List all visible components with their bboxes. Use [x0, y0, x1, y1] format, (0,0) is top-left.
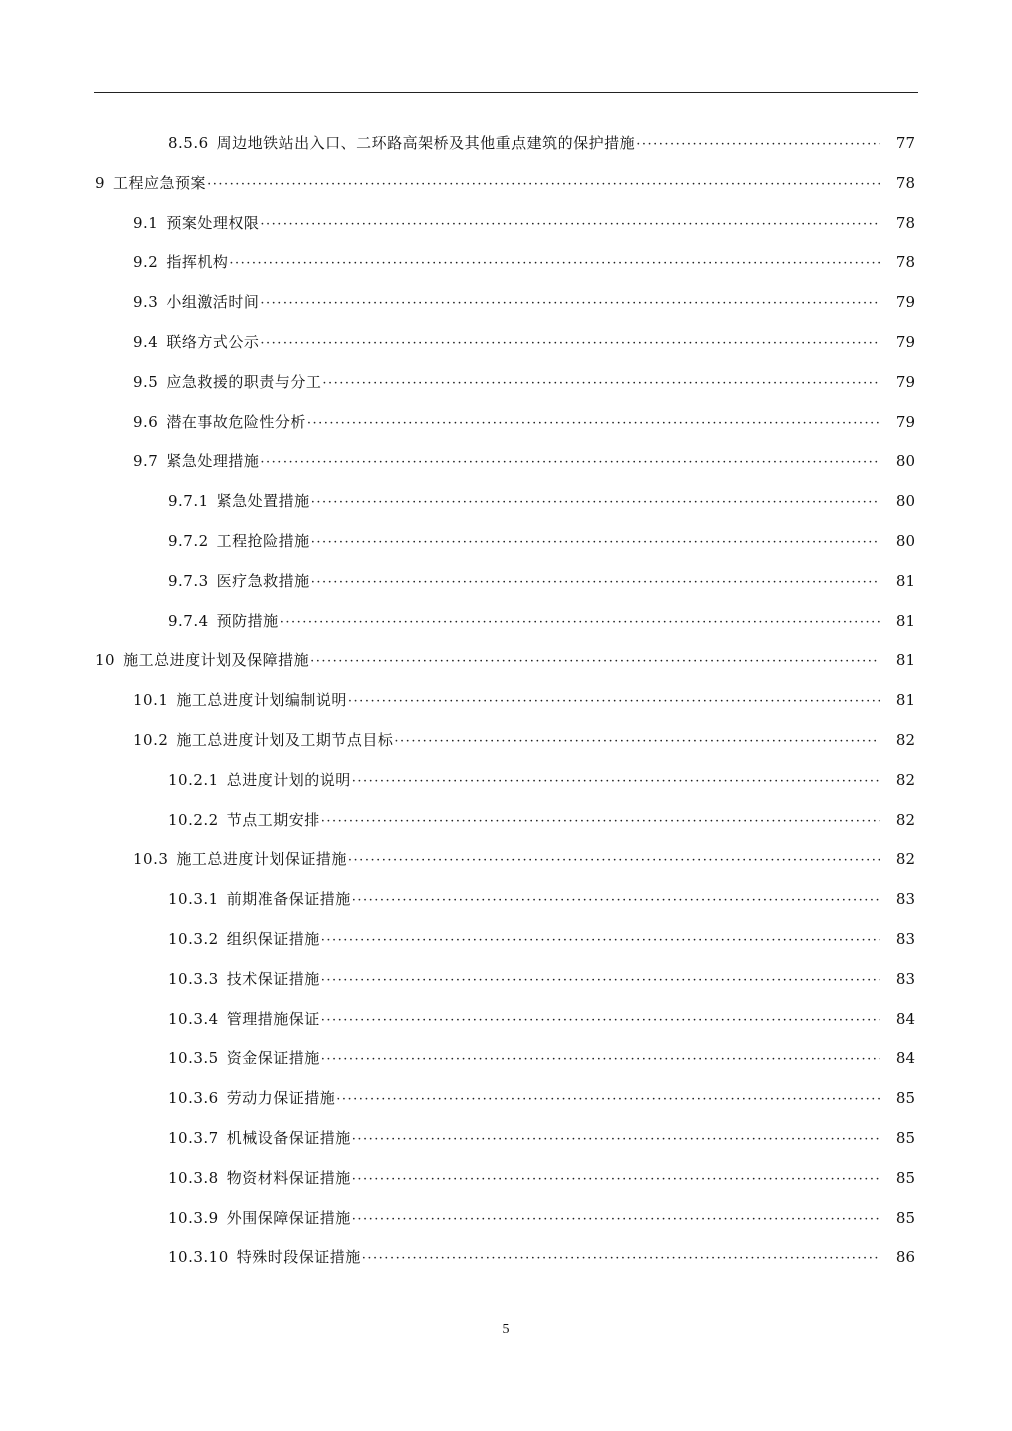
toc-entry[interactable]	[0, 1158, 1012, 1198]
toc-entry-page: 83	[895, 929, 915, 948]
toc-entry[interactable]	[0, 282, 1012, 322]
toc-dot-leader	[311, 531, 880, 555]
toc-entry[interactable]	[0, 760, 1012, 800]
toc-entry-page: 85	[895, 1089, 915, 1108]
toc-entry[interactable]	[0, 919, 1012, 959]
toc-dot-leader	[321, 810, 880, 834]
toc-entry-title: 紧急处置措施	[216, 492, 310, 511]
toc-entry-page: 78	[895, 213, 915, 232]
toc-entry[interactable]	[0, 1078, 1012, 1118]
toc-entry-number: 9.2	[133, 253, 159, 272]
toc-entry-title: 节点工期安排	[226, 810, 320, 829]
toc-dot-leader	[348, 849, 880, 873]
toc-entry-title: 小组激活时间	[166, 293, 260, 312]
toc-entry-title: 组织保证措施	[226, 929, 320, 948]
toc-entry-title: 施工总进度计划保证措施	[176, 850, 347, 869]
toc-entry-page: 79	[895, 293, 915, 312]
toc-dot-leader	[280, 611, 880, 635]
toc-entry-title: 预案处理权限	[166, 213, 260, 232]
toc-entry[interactable]	[0, 680, 1012, 720]
toc-entry-page: 85	[895, 1128, 915, 1147]
toc-entry[interactable]	[0, 441, 1012, 481]
toc-entry-number: 9.7.4	[168, 611, 209, 630]
toc-entry-page: 84	[895, 1049, 915, 1068]
toc-entry-number: 9	[95, 173, 106, 192]
toc-entry-page: 82	[895, 770, 915, 789]
toc-entry-title: 紧急处理措施	[166, 452, 260, 471]
toc-entry-number: 10.2.2	[168, 810, 219, 829]
toc-entry-page: 81	[895, 691, 915, 710]
toc-entry-number: 10.3.7	[168, 1128, 219, 1147]
toc-dot-leader	[362, 1247, 880, 1271]
toc-entry-title: 施工总进度计划编制说明	[176, 691, 347, 710]
toc-entry-number: 9.5	[133, 372, 159, 391]
toc-entry-title: 物资材料保证措施	[226, 1168, 351, 1187]
toc-entry-number: 10.3.9	[168, 1208, 219, 1227]
toc-dot-leader	[207, 173, 880, 197]
toc-entry-title: 施工总进度计划及工期节点目标	[176, 730, 394, 749]
toc-entry[interactable]	[0, 601, 1012, 641]
toc-entry-title: 工程应急预案	[113, 173, 207, 192]
toc-entry-page: 78	[895, 173, 915, 192]
toc-entry-title: 技术保证措施	[226, 969, 320, 988]
toc-entry[interactable]	[0, 521, 1012, 561]
toc-entry-page: 79	[895, 372, 915, 391]
toc-dot-leader	[352, 1128, 880, 1152]
toc-entry[interactable]	[0, 640, 1012, 680]
toc-dot-leader	[311, 571, 880, 595]
toc-entry-number: 9.3	[133, 293, 159, 312]
toc-entry-title: 医疗急救措施	[216, 571, 310, 590]
toc-entry[interactable]	[0, 362, 1012, 402]
toc-entry-page: 81	[895, 571, 915, 590]
toc-entry[interactable]	[0, 123, 1012, 163]
toc-entry-number: 10.3.10	[168, 1248, 229, 1267]
toc-entry-title: 总进度计划的说明	[226, 770, 351, 789]
toc-entry-number: 9.4	[133, 332, 159, 351]
toc-entry-title: 前期准备保证措施	[226, 890, 351, 909]
toc-dot-leader	[352, 1168, 880, 1192]
toc-entry[interactable]	[0, 1198, 1012, 1238]
toc-entry-page: 86	[895, 1248, 915, 1267]
toc-entry[interactable]	[0, 1118, 1012, 1158]
toc-entry-title: 应急救援的职责与分工	[166, 372, 322, 391]
toc-entry-number: 10	[95, 651, 116, 670]
toc-entry-page: 85	[895, 1168, 915, 1187]
toc-entry-page: 77	[895, 134, 915, 152]
toc-entry-page: 80	[895, 452, 915, 471]
toc-entry-number: 9.7.2	[168, 531, 209, 550]
toc-entry-page: 82	[895, 730, 915, 749]
toc-entry-page: 80	[895, 492, 915, 511]
toc-entry-number: 10.3.1	[168, 890, 219, 909]
toc-entry-number: 10.3	[133, 850, 169, 869]
toc-entry-page: 83	[895, 890, 915, 909]
toc-dot-leader	[352, 1208, 880, 1232]
toc-entry-number: 9.1	[133, 213, 159, 232]
toc-dot-leader	[321, 929, 880, 953]
toc-dot-leader	[321, 1048, 880, 1072]
toc-entry-page: 81	[895, 611, 915, 630]
toc-entry-title: 指挥机构	[166, 253, 229, 272]
toc-entry[interactable]	[0, 561, 1012, 601]
toc-entry[interactable]	[0, 242, 1012, 282]
toc-entry-page: 79	[895, 412, 915, 431]
toc-entry-title: 劳动力保证措施	[226, 1089, 336, 1108]
table-of-contents	[0, 123, 1012, 1277]
toc-entry-number: 10.3.5	[168, 1049, 219, 1068]
toc-entry[interactable]	[0, 839, 1012, 879]
toc-dot-leader	[260, 451, 880, 475]
toc-entry-page: 81	[895, 651, 915, 670]
toc-entry[interactable]	[0, 402, 1012, 442]
toc-entry[interactable]	[0, 959, 1012, 999]
toc-entry-title: 周边地铁站出入口、二环路高架桥及其他重点建筑的保护措施	[216, 134, 636, 152]
toc-entry[interactable]	[0, 322, 1012, 362]
toc-entry[interactable]	[0, 163, 1012, 203]
toc-entry-title: 机械设备保证措施	[226, 1128, 351, 1147]
toc-dot-leader	[260, 292, 880, 316]
toc-entry-number: 10.3.4	[168, 1009, 219, 1028]
toc-entry-title: 潜在事故危险性分析	[166, 412, 306, 431]
toc-entry-number: 9.7.3	[168, 571, 209, 590]
toc-dot-leader	[321, 1009, 880, 1033]
toc-dot-leader	[348, 690, 880, 714]
toc-dot-leader	[311, 491, 880, 515]
toc-entry-number: 10.3.2	[168, 929, 219, 948]
toc-entry[interactable]	[0, 879, 1012, 919]
header-rule	[94, 92, 918, 93]
toc-entry-page: 80	[895, 531, 915, 550]
toc-entry-page: 82	[895, 810, 915, 829]
toc-entry[interactable]	[0, 999, 1012, 1039]
toc-dot-leader	[394, 730, 880, 754]
toc-entry-title: 联络方式公示	[166, 332, 260, 351]
toc-entry-title: 管理措施保证	[226, 1009, 320, 1028]
toc-entry-number: 8.5.6	[168, 134, 209, 152]
toc-entry[interactable]	[0, 203, 1012, 243]
toc-entry[interactable]	[0, 720, 1012, 760]
toc-entry-title: 特殊时段保证措施	[236, 1248, 361, 1267]
toc-entry-number: 10.1	[133, 691, 169, 710]
toc-entry-title: 资金保证措施	[226, 1049, 320, 1068]
toc-entry-page: 85	[895, 1208, 915, 1227]
toc-dot-leader	[260, 332, 880, 356]
toc-dot-leader	[322, 372, 880, 396]
toc-entry-number: 10.3.3	[168, 969, 219, 988]
toc-dot-leader	[352, 770, 880, 794]
toc-entry-page: 83	[895, 969, 915, 988]
toc-dot-leader	[636, 133, 880, 157]
toc-entry-title: 工程抢险措施	[216, 531, 310, 550]
toc-dot-leader	[310, 650, 880, 674]
toc-entry-number: 10.3.6	[168, 1089, 219, 1108]
toc-entry[interactable]	[0, 481, 1012, 521]
toc-entry-title: 预防措施	[216, 611, 279, 630]
toc-dot-leader	[307, 412, 880, 436]
toc-dot-leader	[229, 252, 880, 276]
toc-entry-title: 施工总进度计划及保障措施	[123, 651, 310, 670]
toc-dot-leader	[336, 1088, 880, 1112]
toc-dot-leader	[260, 213, 880, 237]
toc-entry-title: 外围保障保证措施	[226, 1208, 351, 1227]
toc-entry-number: 10.2	[133, 730, 169, 749]
toc-entry[interactable]	[0, 1237, 1012, 1277]
page-number: 5	[502, 1322, 510, 1337]
toc-entry-number: 9.7.1	[168, 492, 209, 511]
toc-entry-number: 9.6	[133, 412, 159, 431]
toc-entry-page: 82	[895, 850, 915, 869]
toc-entry[interactable]	[0, 1038, 1012, 1078]
toc-entry-page: 79	[895, 332, 915, 351]
toc-entry-number: 10.3.8	[168, 1168, 219, 1187]
toc-dot-leader	[321, 969, 880, 993]
toc-entry-page: 78	[895, 253, 915, 272]
toc-entry[interactable]	[0, 800, 1012, 840]
toc-dot-leader	[352, 889, 880, 913]
toc-entry-number: 10.2.1	[168, 770, 219, 789]
toc-entry-number: 9.7	[133, 452, 159, 471]
toc-entry-page: 84	[895, 1009, 915, 1028]
